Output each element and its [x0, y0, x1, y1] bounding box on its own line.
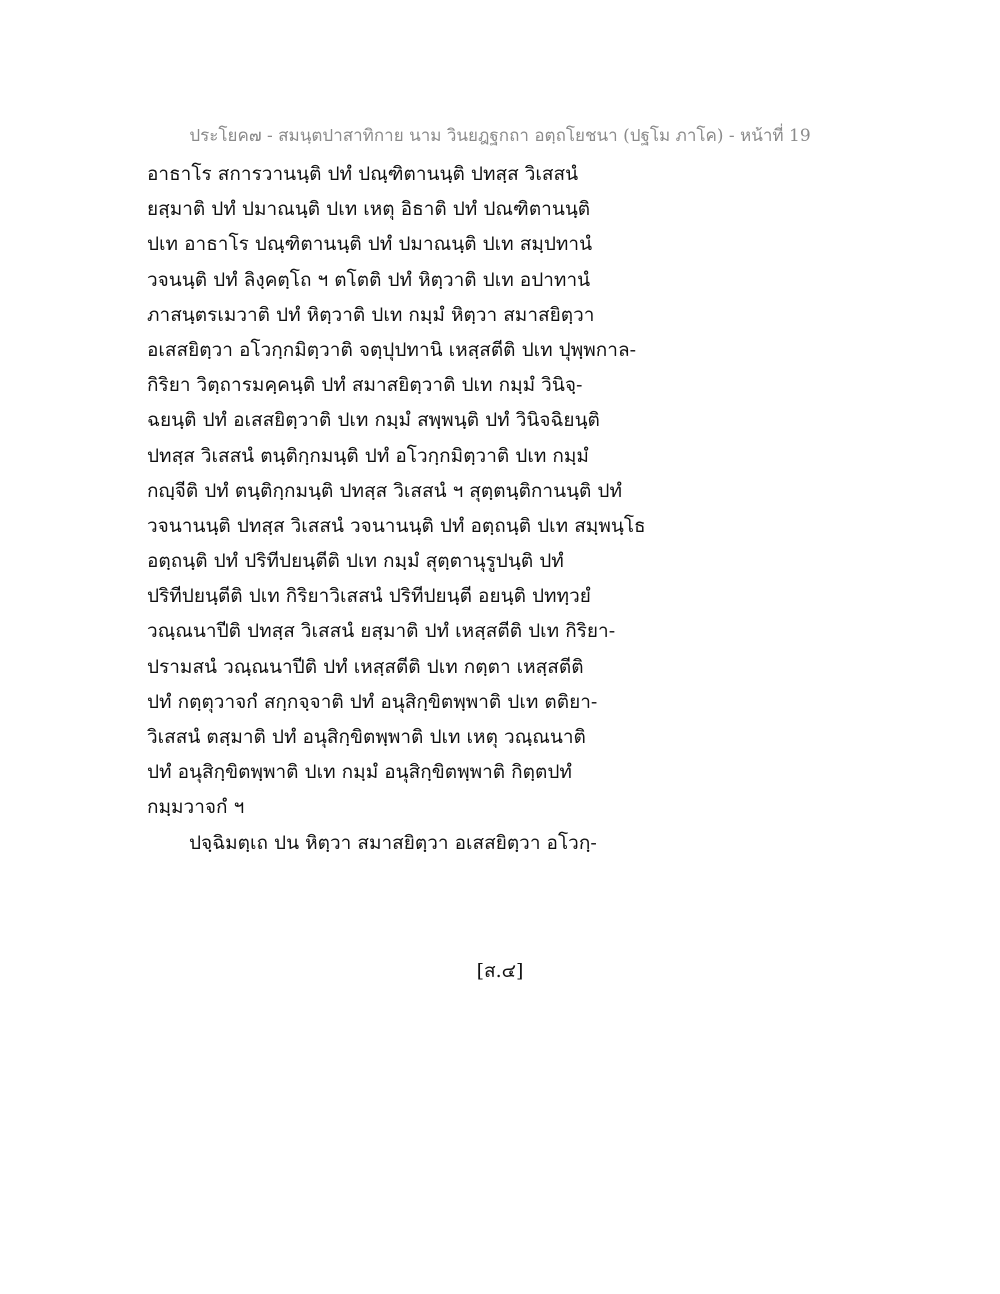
paragraph-first-line: ปจฺฉิมตฺเถ ปน หิตฺวา สมาสยิตฺวา อเสสยิตฺวา อโวกฺ- [189, 831, 597, 854]
text-line: ปทํ กตฺตุวาจกํ สกฺกจฺจาติ ปทํ อนุสิกฺขิตพฺพาติ ปเท ตติยา- [147, 690, 598, 713]
text-line: วณฺณนาปีติ ปทสฺส วิเสสนํ ยสฺมาติ ปทํ เหสฺสตีติ ปเท กิริยา- [147, 620, 616, 643]
text-line: ปทํ อนุสิกฺขิตพฺพาติ ปเท กมฺมํ อนุสิกฺขิตพฺพาติ กิตฺตปทํ [147, 761, 572, 784]
running-header: ประโยค๗ - สมนฺตปาสาทิกาย นาม วินยฎฐกถา อตฺถโยชนา (ปฐโม ภาโค) - หน้าที่ 19 [189, 126, 811, 146]
text-line: ภาสนฺตรเมวาติ ปทํ หิตฺวาติ ปเท กมฺมํ หิตฺวา สมาสยิตฺวา [147, 303, 595, 326]
text-line: วจนนฺติ ปทํ ลิงฺคตฺโถ ฯ ตโตติ ปทํ หิตฺวาติ ปเท อปาทานํ [147, 268, 591, 291]
body-text [147, 157, 867, 861]
signature-mark: [ส.๔] [476, 960, 524, 982]
text-line: กญฺจีติ ปทํ ตนฺติกฺกมนฺติ ปทสฺส วิเสสนํ ฯ สุตฺตนฺติกานนฺติ ปทํ [147, 479, 623, 502]
text-line: อเสสยิตฺวา อโวกฺกมิตฺวาติ จตฺปุปทานิ เหสฺสตีติ ปเท ปุพฺพกาล- [147, 338, 637, 361]
text-line: อตฺถนฺติ ปทํ ปริทีปยนฺตีติ ปเท กมฺมํ สุตฺตานุรูปนฺติ ปทํ [147, 550, 564, 573]
text-line: ปเท อาธาโร ปณฺฑิตานนฺติ ปทํ ปมาณนฺติ ปเท สมฺปทานํ [147, 233, 593, 256]
text-line: กิริยา วิตฺถารมคฺคนฺติ ปทํ สมาสยิตฺวาติ ปเท กมฺมํ วินิจฺ- [147, 374, 583, 397]
text-line: ฉยนฺติ ปทํ อเสสยิตฺวาติ ปเท กมฺมํ สพฺพนฺติ ปทํ วินิจฉิยนฺติ [147, 409, 600, 432]
text-line: วิเสสนํ ตสฺมาติ ปทํ อนุสิกฺขิตพฺพาติ ปเท เหตุ วณฺณนาติ [147, 726, 586, 748]
text-line: ปรามสนํ วณฺณนาปีติ ปทํ เหสฺสตีติ ปเท กตฺตา เหสฺสตีติ [147, 655, 584, 678]
text-line: ปทสฺส วิเสสนํ ตนฺติกฺกมนฺติ ปทํ อโวกฺกมิตฺวาติ ปเท กมฺมํ [147, 444, 589, 467]
text-line: ยสฺมาติ ปทํ ปมาณนฺติ ปเท เหตุ อิธาติ ปทํ ปณฑิตานนฺติ [147, 198, 591, 221]
text-line: วจนานนฺติ ปทสฺส วิเสสนํ วจนานนฺติ ปทํ อตฺถนฺติ ปเท สมฺพนฺโธ [147, 514, 646, 537]
text-line: อาธาโร สการวานนฺติ ปทํ ปณฺฑิตานนฺติ ปทสฺส วิเสสนํ [147, 163, 579, 185]
text-line: ปริทีปยนฺตีติ ปเท กิริยาวิเสสนํ ปริทีปยนฺตี อยนฺติ ปททฺวยํ [147, 585, 591, 608]
text-line: กมฺมวาจกํ ฯ [147, 796, 245, 819]
